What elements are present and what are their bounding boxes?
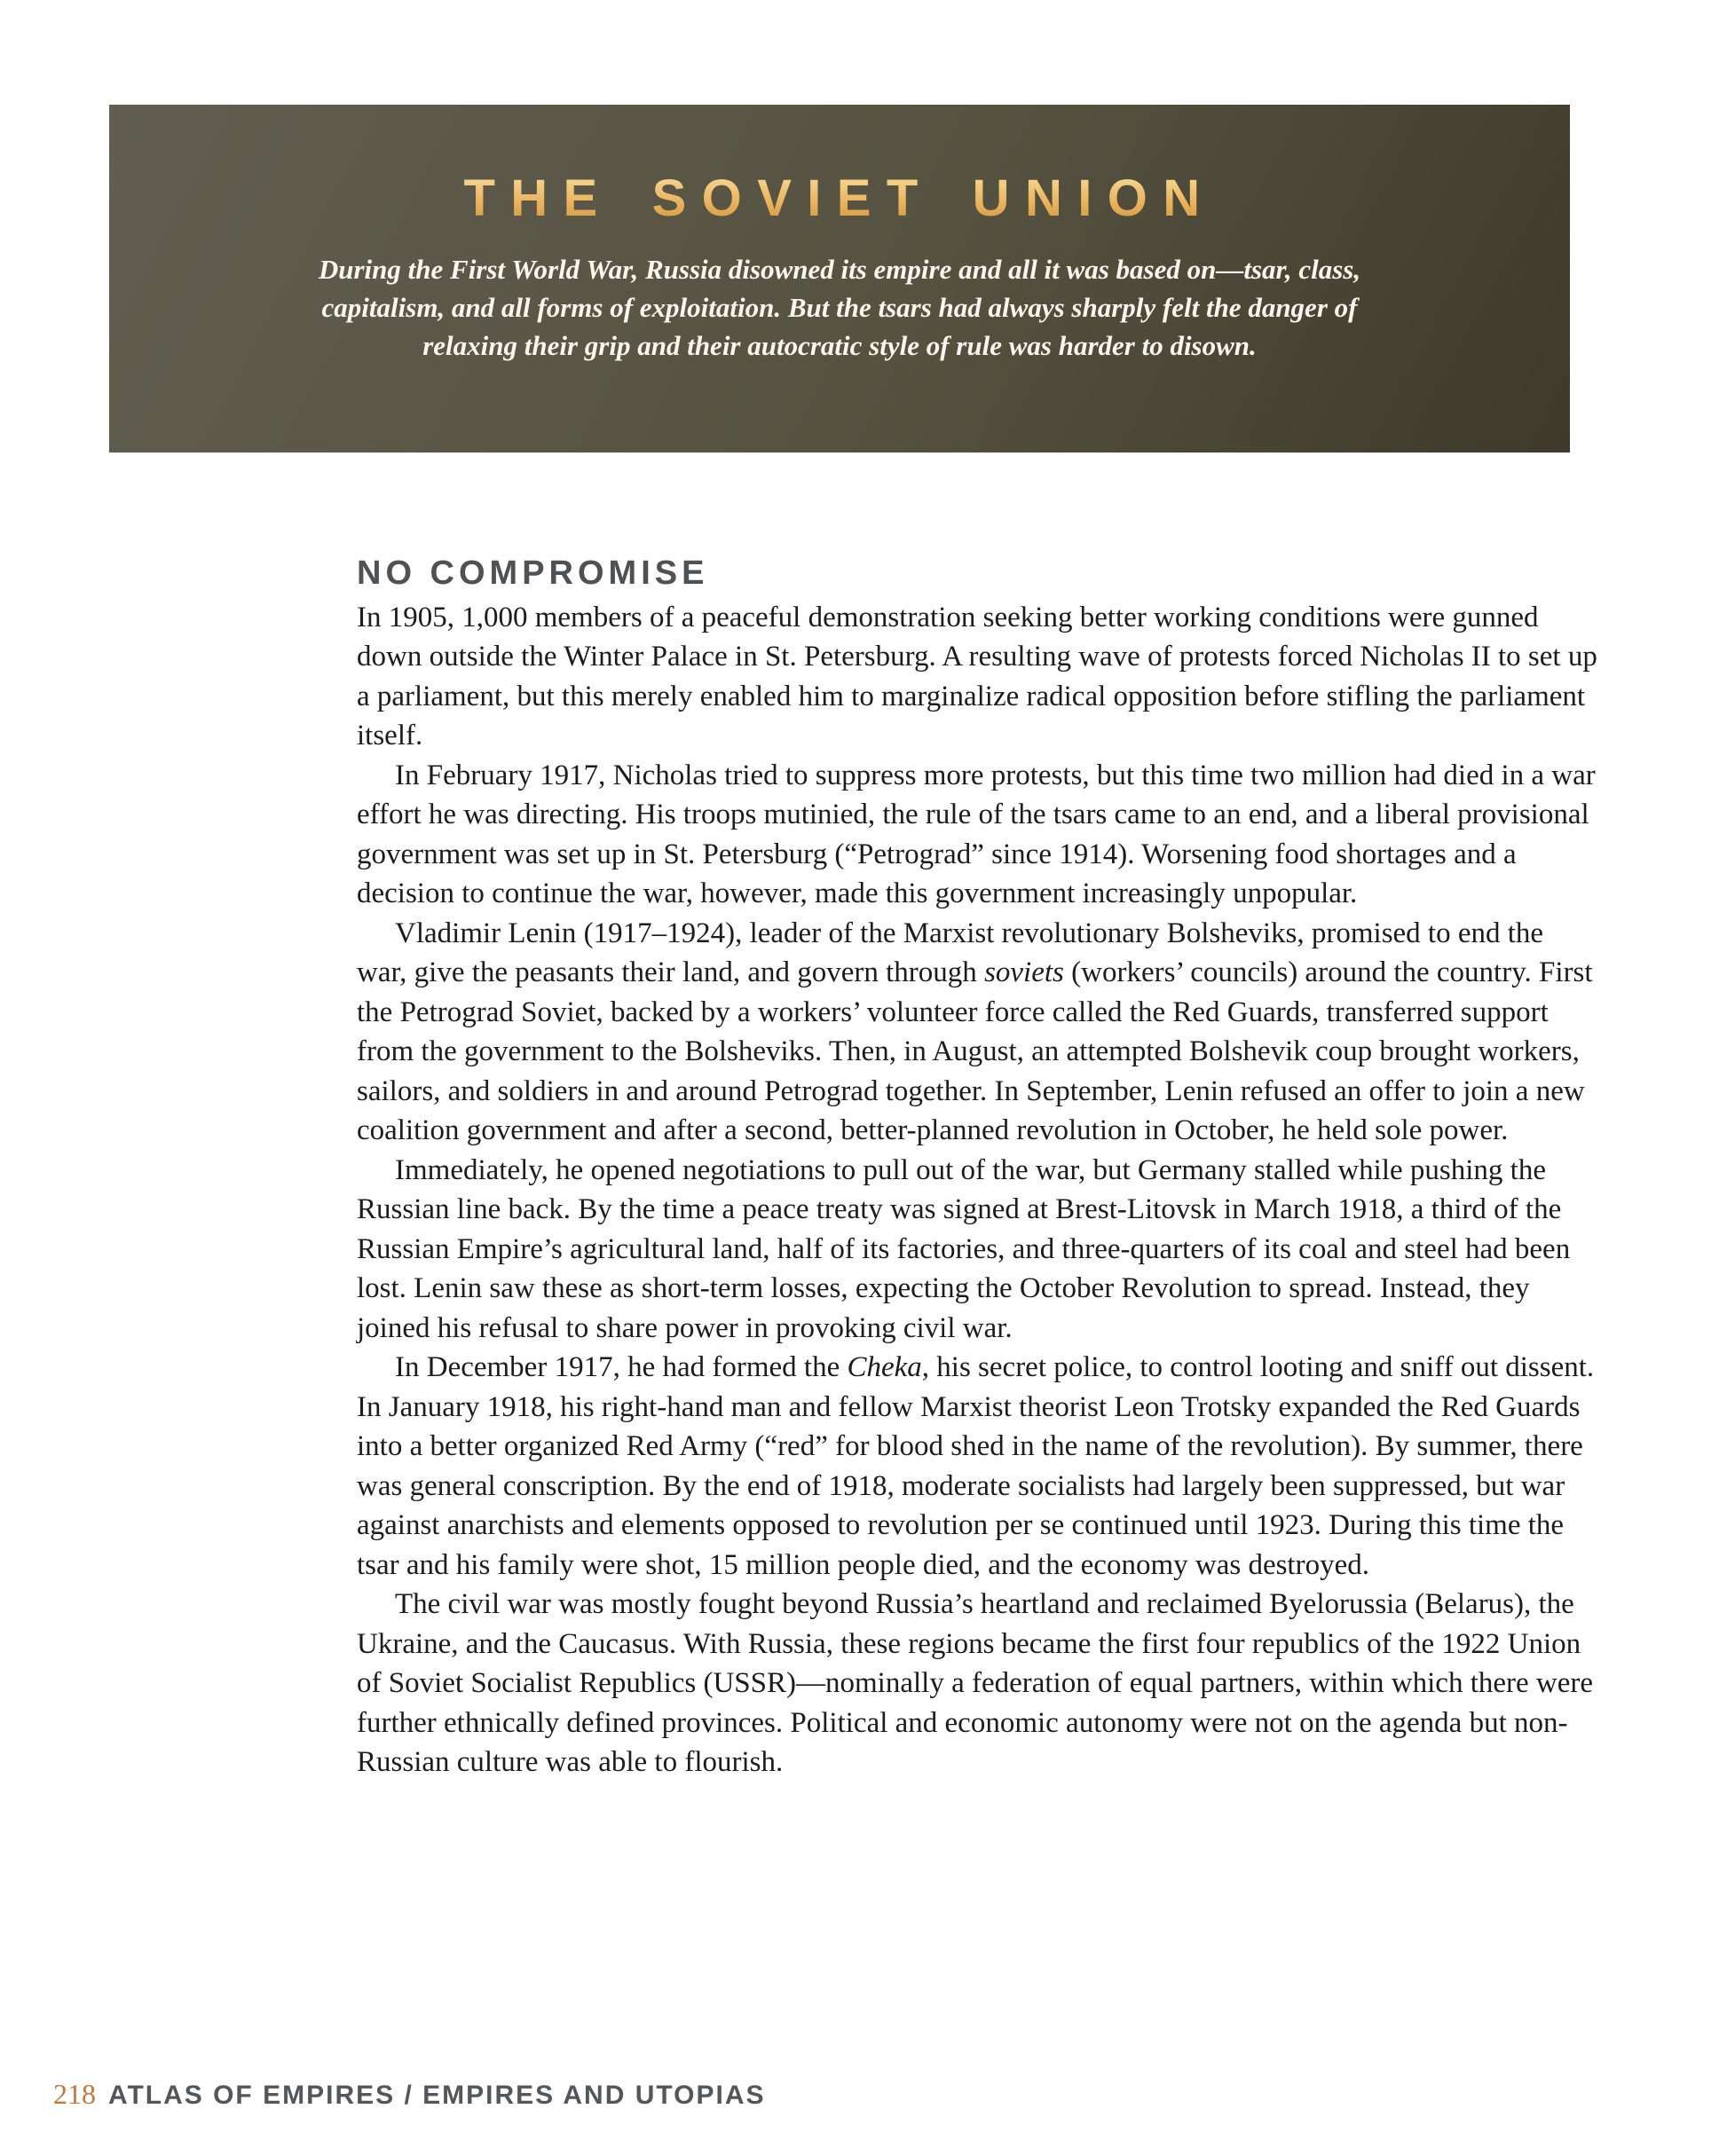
text-run: , his secret police, to control looting and sniff out dissent. In January 1918, his right-hand man and fellow Marxist theorist Leon Trotsky expanded the Red Guards into a better organized Red Army (“red” for blood shed in the name of the revolution). By summer, there was general conscription. By the end of 1918, moderate socialists had largely been suppressed, but war against anarchists and elements opposed to revolution per se continued until 1923. During this time the tsar and his family were shot, 15 million people died, and the economy was destroyed. <box>357 1351 1595 1581</box>
text-run: In February 1917, Nicholas tried to suppress more protests, but this time two million had died in a war effort he was directing. His troops mutinied, the rule of the tsars came to an end, and a liberal provisional government was set up in St. Petersburg (“Petrograd” since 1914). Worsening food shortages and a decision to continue the war, however, made this government increasingly unpopular. <box>357 759 1596 910</box>
text-run: The civil war was mostly fought beyond Russia’s heartland and reclaimed Byelorussia (Belarus), the Ukraine, and the Caucasus. With Russia, these regions became the first four republics of the 1922 Union of Soviet Socialist Republics (USSR)—nominally a federation of equal partners, within which there were further ethnically defined provinces. Political and economic autonomy were not on the agenda but non-Russian culture was able to flourish. <box>357 1588 1594 1779</box>
paragraph <box>357 756 1597 914</box>
text-run: (workers’ councils) around the country. First the Petrograd Soviet, backed by a workers’ volunteer force called the Red Guards, transferred support from the government to the Bolsheviks. Then, in August, an attempted Bolshevik coup brought workers, sailors, and soldiers in and around Petrograd together. In September, Lenin refused an offer to join a new coalition government and after a second, better-planned revolution in October, he held sole power. <box>357 956 1593 1147</box>
italic-term: soviets <box>984 956 1064 989</box>
section-heading: NO COMPROMISE <box>357 555 709 592</box>
chapter-intro-line: capitalism, and all forms of exploitation. But the tsars had always sharply felt the danger of <box>321 291 1358 323</box>
page-footer <box>53 2078 766 2111</box>
chapter-intro <box>109 250 1570 365</box>
paragraph <box>357 1151 1597 1349</box>
page-number: 218 <box>53 2078 96 2110</box>
text-run: Immediately, he opened negotiations to pull out of the war, but Germany stalled while pushing the Russian line back. By the time a peace treaty was signed at Brest-Litovsk in March 1918, a third of the Russian Empire’s agricultural land, half of its factories, and three-quarters of its coal and steel had been lost. Lenin saw these as short-term losses, expecting the October Revolution to spread. Instead, they joined his refusal to share power in provoking civil war. <box>357 1153 1571 1344</box>
chapter-header-panel <box>109 105 1570 452</box>
paragraph <box>357 598 1597 756</box>
italic-term: Cheka <box>847 1351 922 1384</box>
chapter-title: THE SOVIET UNION <box>454 170 1224 227</box>
chapter-intro-line: During the First World War, Russia disowned its empire and all it was based on—tsar, class, <box>318 253 1361 285</box>
paragraph <box>357 1585 1597 1782</box>
paragraph-container <box>357 598 1597 1782</box>
text-run: Vladimir Lenin (1917–1924), leader of the Marxist revolutionary Bolsheviks, promised to end the war, give the peasants their land, and govern through <box>357 917 1544 989</box>
text-run: In 1905, 1,000 members of a peaceful demonstration seeking better working conditions were gunned down outside the Winter Palace in St. Petersburg. A resulting wave of protests forced Nicholas II to set up a parliament, but this merely enabled him to marginalize radical opposition before stifling the parliament itself. <box>357 601 1597 752</box>
chapter-intro-line: relaxing their grip and their autocratic style of rule was harder to disown. <box>422 329 1257 361</box>
paragraph <box>357 1348 1597 1585</box>
text-run: In December 1917, he had formed the <box>395 1351 848 1384</box>
paragraph <box>357 914 1597 1151</box>
article-body <box>357 555 1597 1782</box>
book-title: ATLAS OF EMPIRES / EMPIRES AND UTOPIAS <box>108 2081 766 2110</box>
